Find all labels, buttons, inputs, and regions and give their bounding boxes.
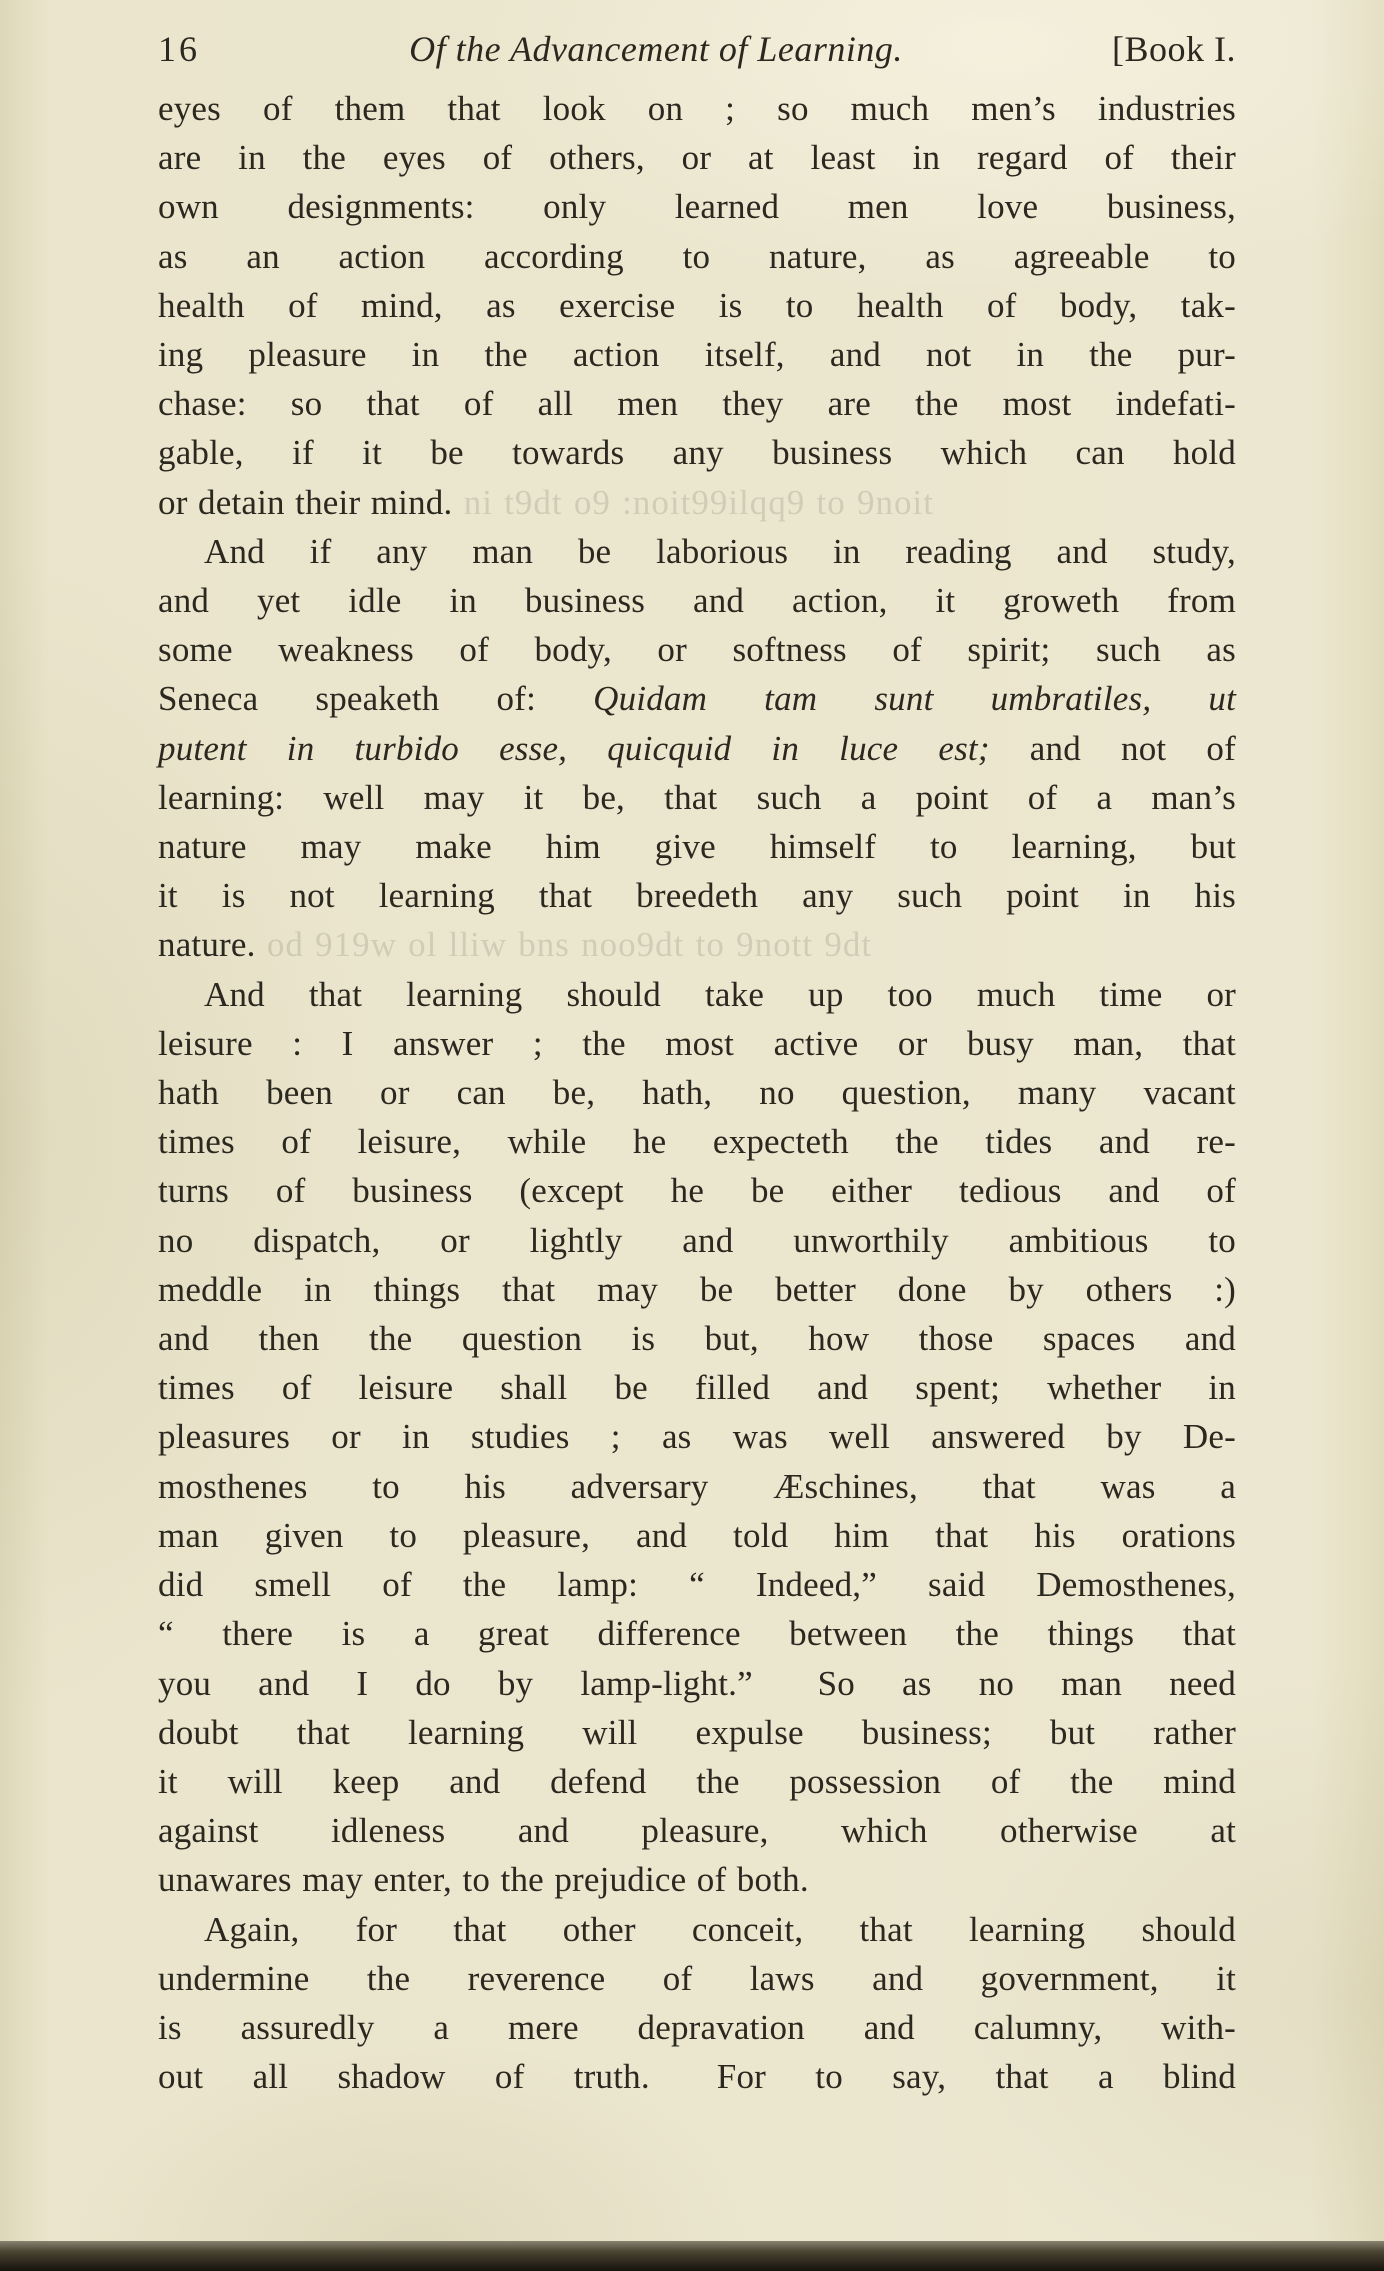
body-text: nature may make him give himself to learning, but [158,827,1236,867]
paragraph [158,1905,1236,2102]
body-text: man given to pleasure, and told him that his orations [158,1515,1236,1555]
body-text: “ there is a great difference between the things that [158,1614,1236,1654]
text-line [158,1019,1236,1068]
text-line [158,1363,1236,1412]
body-text: ing pleasure in the action itself, and not in the pur- [158,335,1236,375]
text-line [158,625,1236,674]
body-text: learning: well may it be, that such a point of a man’s [158,777,1236,817]
text-line [158,1659,1236,1708]
body-text: times of leisure shall be filled and spent; whether in [158,1368,1236,1408]
running-title: Of the Advancement of Learning. [409,29,903,69]
text-line [158,232,1236,281]
body-text: some weakness of body, or softness of spirit; such as [158,630,1236,670]
body-text: doubt that learning will expulse business; but rather [158,1712,1236,1752]
page-header [158,26,1236,72]
body-text: it is not learning that breedeth any such point in his [158,876,1236,916]
page-number: 16 [158,29,200,69]
text-line [158,576,1236,625]
text-line [158,970,1236,1019]
italic-text: Quidam tam sunt umbratiles, ut [593,679,1236,719]
body-text: did smell of the lamp: “ Indeed,” said Demosthenes, [158,1565,1236,1605]
body-text: health of mind, as exercise is to health of body, tak- [158,285,1236,325]
text-line [158,1314,1236,1363]
body-text: And that learning should take up too much time or [204,974,1236,1014]
body-text: chase: so that of all men they are the most indefati- [158,384,1236,424]
body-text: out all shadow of truth. For to say, that a blind [158,2057,1236,2097]
text-line [158,133,1236,182]
body-text: pleasures or in studies ; as was well answered by De- [158,1417,1236,1457]
showthrough-text: od 919w ol lliw bns noo9dt to 9nott 9dt [255,925,873,965]
text-line [158,1560,1236,1609]
body-text: it will keep and defend the possession of the mind [158,1761,1236,1801]
text-line [158,871,1236,920]
body-text: and yet idle in business and action, it groweth from [158,581,1236,621]
text-line [158,379,1236,428]
body-text: Again, for that other conceit, that learning should [204,1909,1236,1949]
body-text: mosthenes to his adversary Æschines, that was a [158,1466,1236,1506]
body-text: is assuredly a mere depravation and calumny, with- [158,2007,1236,2047]
body-text: you and I do by lamp-light.” So as no man need [158,1663,1236,1703]
text-line [158,330,1236,379]
body-text: as an action according to nature, as agreeable to [158,236,1236,276]
body-text: or detain their mind. [158,482,453,522]
text-line [158,1511,1236,1560]
body-text: meddle in things that may be better done by others :) [158,1269,1236,1309]
showthrough-text: ni t9dt o9 :noit99ilqq9 to 9noit [452,482,934,522]
body-text: against idleness and pleasure, which otherwise at [158,1811,1236,1851]
text-line [158,1265,1236,1314]
text-line [158,478,1236,527]
text-line [158,724,1236,773]
text-line [158,428,1236,477]
text-line [158,1757,1236,1806]
text-line [158,1609,1236,1658]
text-block [158,84,1236,2101]
body-text: undermine the reverence of laws and government, it [158,1958,1236,1998]
text-line [158,2003,1236,2052]
body-text: hath been or can be, hath, no question, many vacant [158,1073,1236,1113]
body-text: eyes of them that look on ; so much men’s industries [158,89,1236,128]
text-line [158,1462,1236,1511]
text-line [158,1166,1236,1215]
text-line [158,1905,1236,1954]
text-line [158,1708,1236,1757]
body-text: leisure : I answer ; the most active or busy man, that [158,1023,1236,1063]
text-line [158,527,1236,576]
body-text: times of leisure, while he expecteth the tides and re- [158,1122,1236,1162]
text-line [158,1806,1236,1855]
body-text: turns of business (except he be either tedious and of [158,1171,1236,1211]
text-line [158,773,1236,822]
text-line [158,2052,1236,2101]
text-line [158,1068,1236,1117]
body-text: and not of [989,728,1236,768]
text-line [158,182,1236,231]
text-line [158,1855,1236,1904]
text-line [158,1954,1236,2003]
text-line [158,920,1236,969]
paragraph [158,527,1236,970]
text-line [158,84,1236,133]
body-text: own designments: only learned men love business, [158,187,1236,227]
text-line [158,674,1236,723]
body-text: nature. [158,925,256,965]
page-bottom-edge [0,2241,1384,2271]
text-line [158,1412,1236,1461]
book-label: [Book I. [1112,29,1236,69]
body-text: unawares may enter, to the prejudice of both. [158,1860,809,1900]
body-text: And if any man be laborious in reading and study, [204,531,1236,571]
body-text: no dispatch, or lightly and unworthily ambitious to [158,1220,1236,1260]
body-text: gable, if it be towards any business which can hold [158,433,1236,473]
text-line [158,822,1236,871]
text-line [158,281,1236,330]
paragraph [158,970,1236,1905]
body-text: Seneca speaketh of: [158,679,594,719]
body-text: are in the eyes of others, or at least in regard of their [158,138,1236,178]
body-text: and then the question is but, how those spaces and [158,1319,1236,1359]
text-line [158,1117,1236,1166]
italic-text: putent in turbido esse, quicquid in luce est; [158,728,990,768]
text-line [158,1216,1236,1265]
paragraph [158,84,1236,527]
